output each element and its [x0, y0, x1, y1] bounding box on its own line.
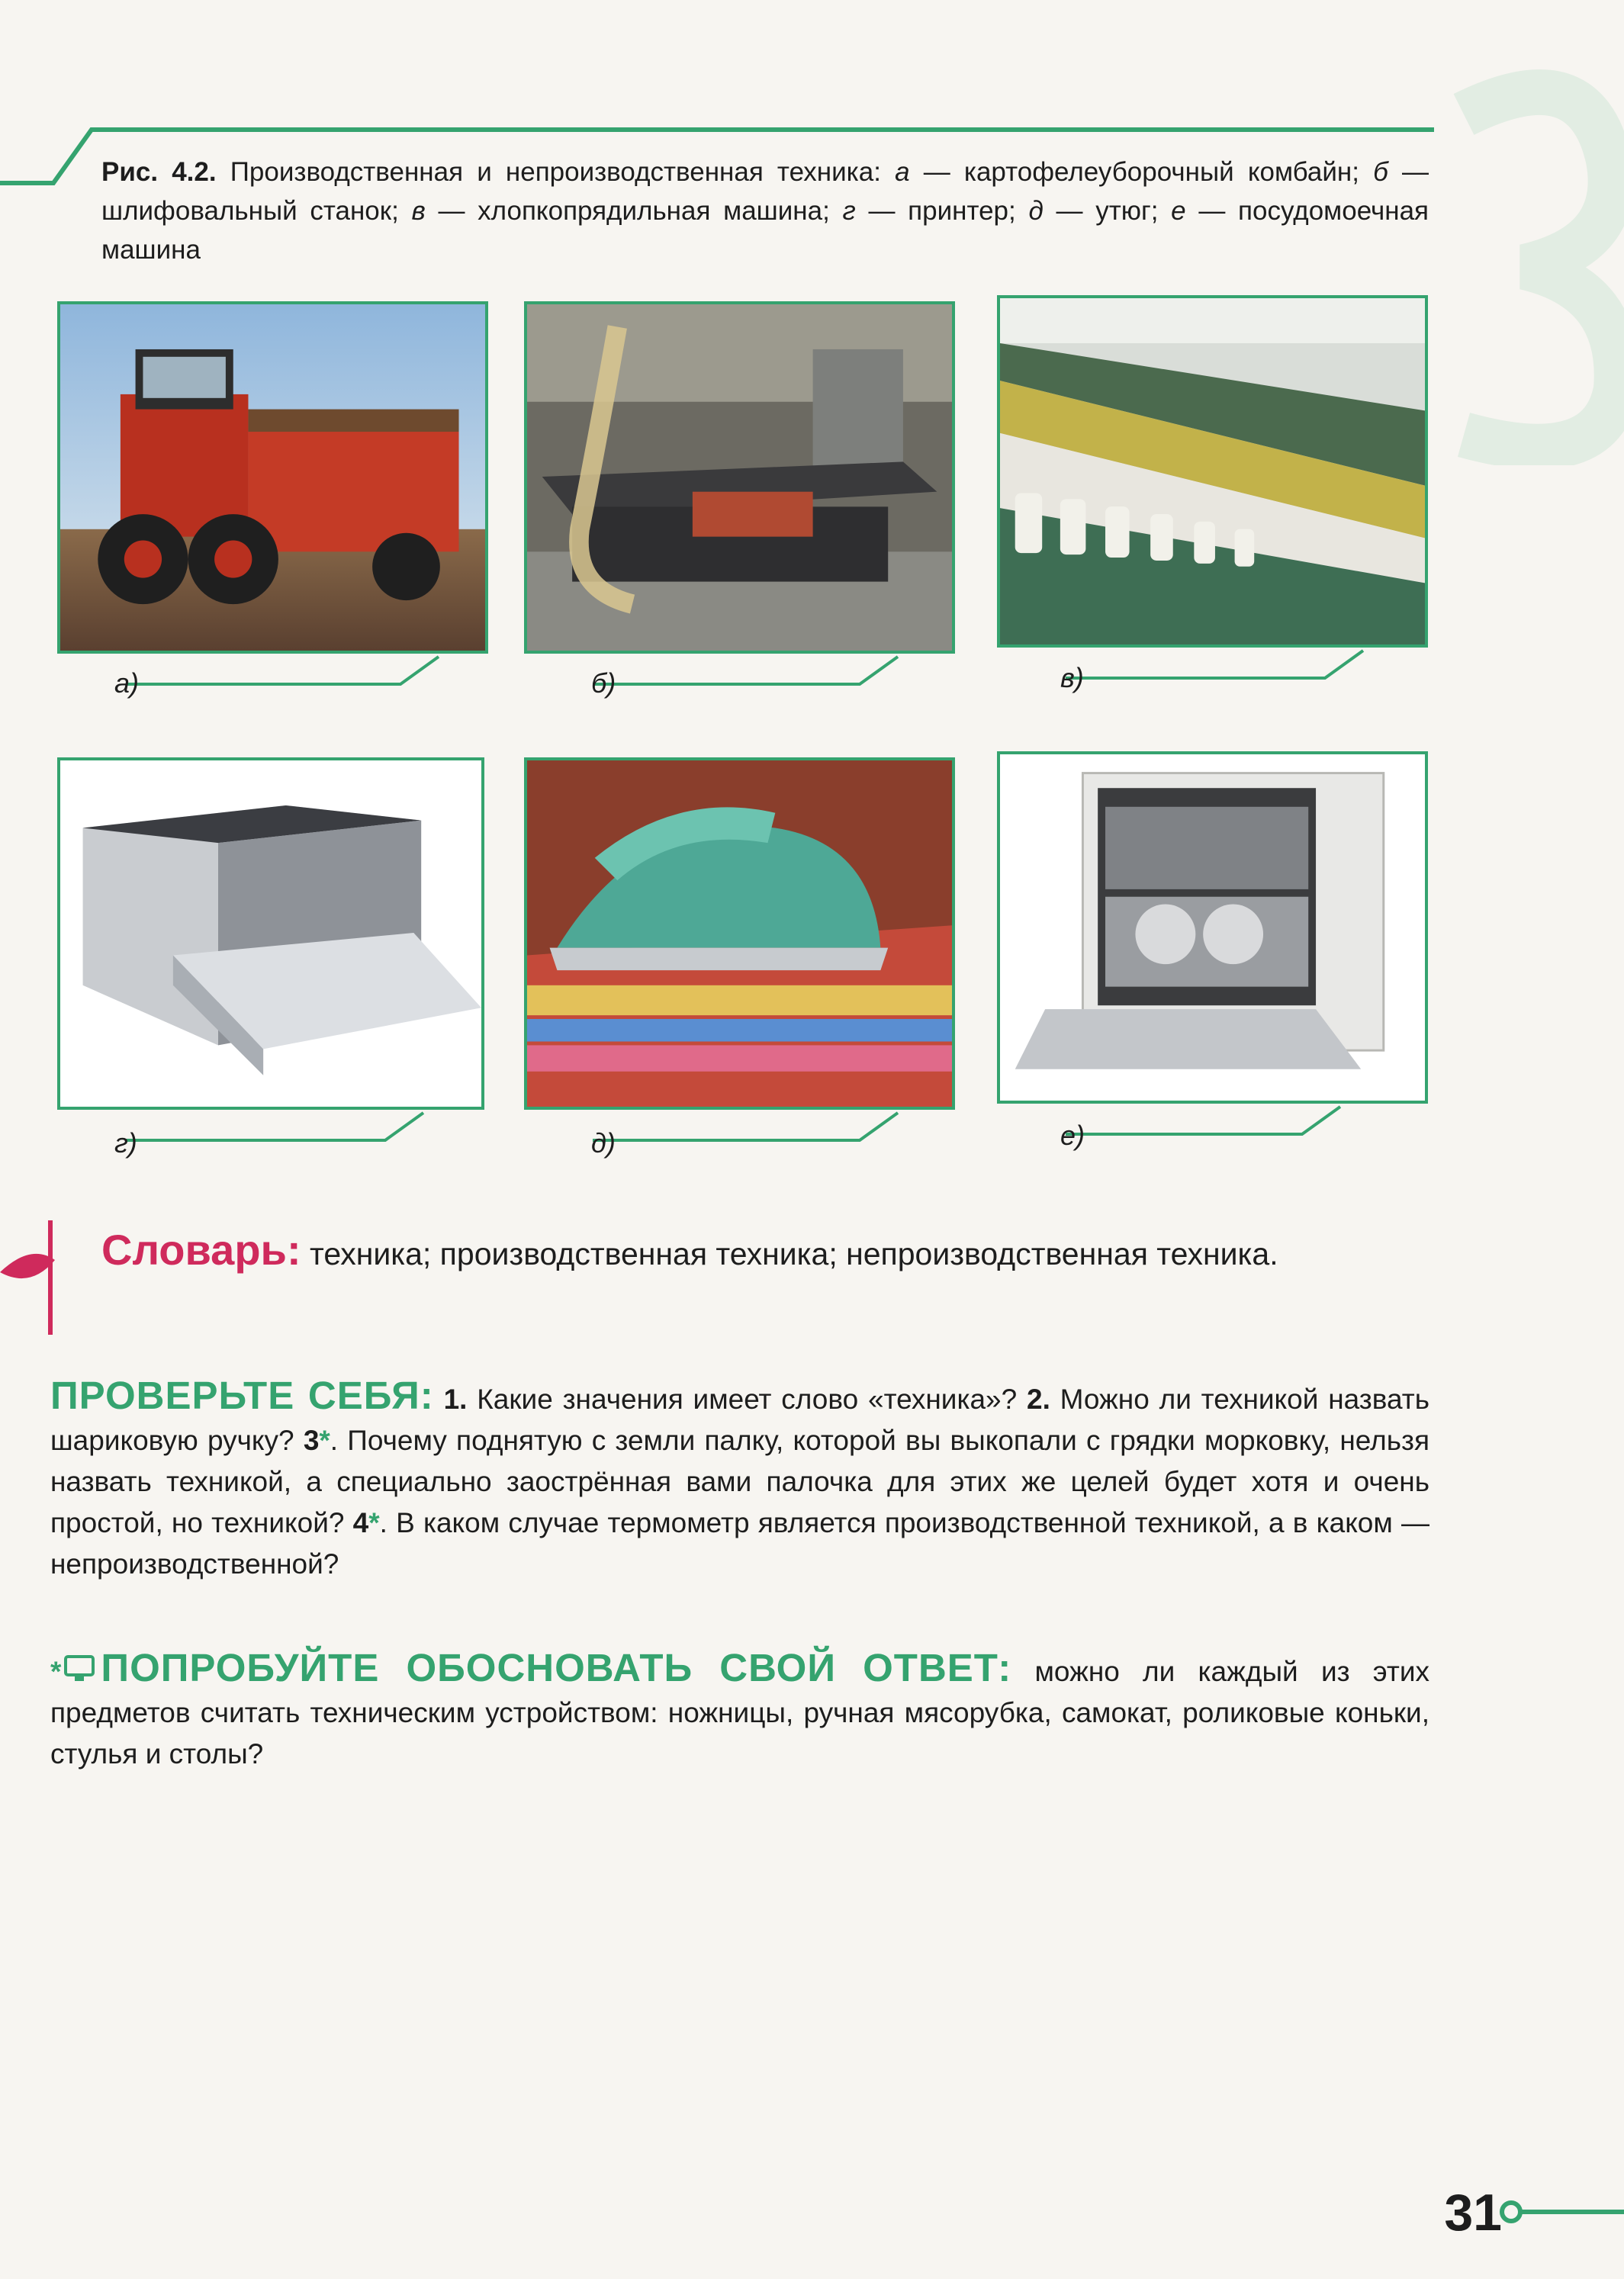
- photo-label-d: д): [591, 1127, 616, 1159]
- photo-label-v: в): [1060, 662, 1084, 693]
- computer-icon: [63, 1654, 96, 1684]
- decorative-numeral: [1433, 69, 1624, 465]
- photo-label-e: е): [1060, 1120, 1085, 1151]
- page-number-line: [1494, 2197, 1624, 2227]
- figure-caption: Рис. 4.2. Производственная и непроизводственная техника: а — картофелеуборочный комбайн; б — шлифовальный станок; в — хлопкопрядильная машина; г — принтер; д — утюг; е — посудомоечная машина: [101, 157, 1429, 265]
- try-heading: ПОПРОБУЙТЕ ОБОСНОВАТЬ СВОЙ ОТВЕТ:: [101, 1646, 1012, 1689]
- photo-iron: [524, 757, 955, 1110]
- page-number: 31: [1444, 2184, 1502, 2242]
- photo-grinding-machine: [524, 301, 955, 654]
- figure-label: Рис. 4.2.: [101, 157, 217, 187]
- label-line-b: [524, 654, 951, 692]
- try-text: можно ли каждый из этих предметов считать техническим устройством: ножницы, ручная мясорубка, самокат, роликовые коньки, стулья и столы?: [50, 1656, 1429, 1770]
- try-star: *: [50, 1656, 62, 1687]
- check-heading: ПРОВЕРЬТЕ СЕБЯ:: [50, 1374, 434, 1417]
- photo-spinning-machine: [997, 295, 1428, 648]
- label-line-d: [524, 1110, 951, 1148]
- dictionary-marker-icon: [0, 1213, 61, 1335]
- photo-label-g: г): [114, 1127, 137, 1159]
- photo-label-a: а): [114, 667, 140, 699]
- photo-label-b: б): [591, 667, 616, 699]
- dictionary-text: техника; производственная техника; непроизводственная техника.: [301, 1236, 1278, 1271]
- photo-printer: [57, 757, 484, 1110]
- photo-potato-harvester: [57, 301, 488, 654]
- try-justify-block: [50, 1647, 1429, 1775]
- check-yourself-block: ПРОВЕРЬТЕ СЕБЯ: 1. Какие значения имеет слово «техника»? 2. Можно ли техникой назвать шариковую ручку? 3*. Почему поднятую с земли палку, которой вы выкопали с грядки морковку, нельзя назвать техникой, а специально заострённая вами палочка для этих же целей будет хотя и очень простой, но техникой? 4*. В каком случае термометр является производственной техникой, а в каком — непроизводственной?: [50, 1374, 1429, 1580]
- dictionary-heading: Словарь:: [101, 1226, 301, 1274]
- photo-dishwasher: [997, 751, 1428, 1104]
- dictionary-block: [101, 1225, 1429, 1279]
- reverse-side-bleed: [641, 1159, 1434, 1201]
